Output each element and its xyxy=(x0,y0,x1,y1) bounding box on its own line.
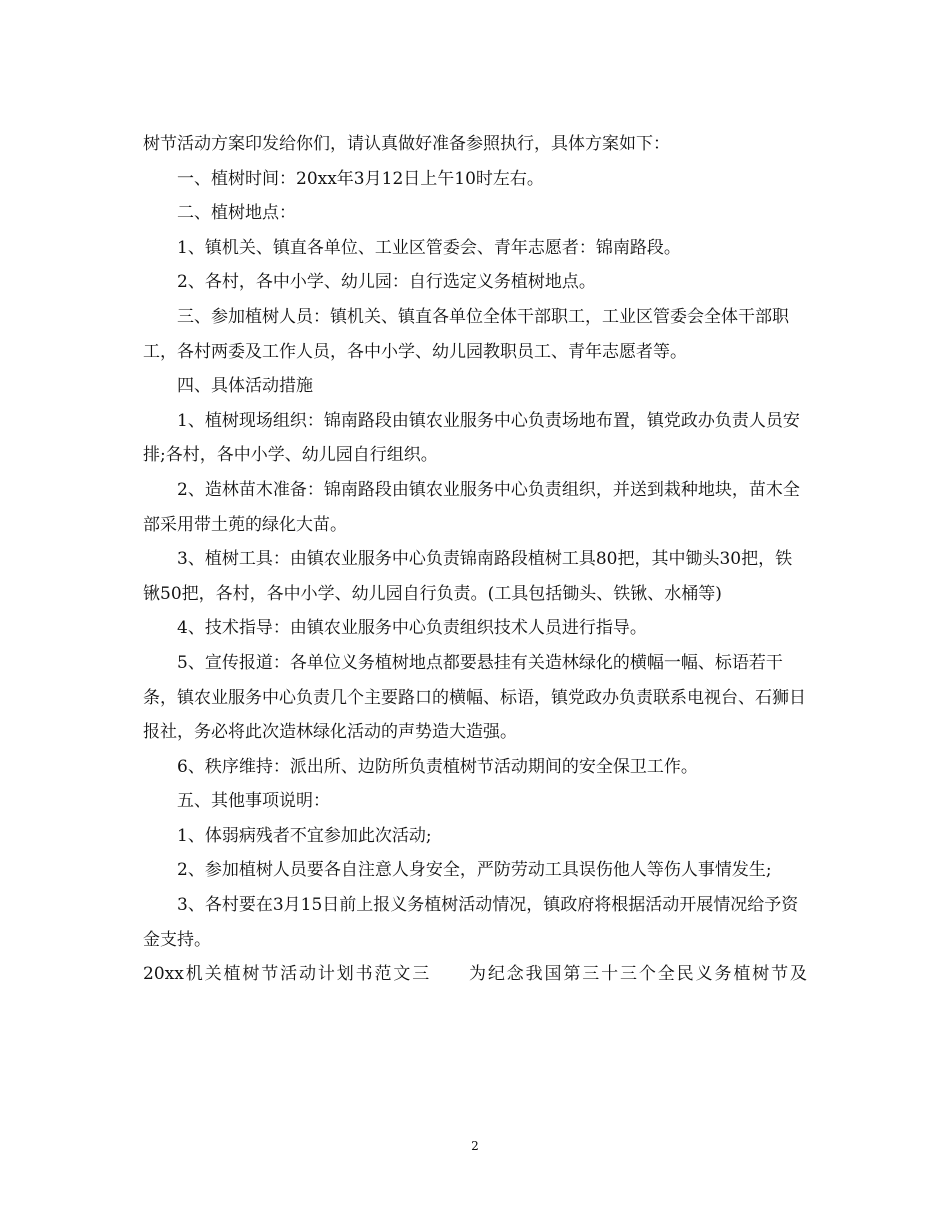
page-number: 2 xyxy=(471,1139,479,1153)
paragraph-measure-order: 6、秩序维持：派出所、边防所负责植树节活动期间的安全保卫工作。 xyxy=(177,756,698,777)
paragraph-planting-location-heading: 二、植树地点： xyxy=(177,203,296,224)
paragraph-next-section-title: 20xx机关植树节活动计划书范文三 为纪念我国第三十三个全民义务植树节及 xyxy=(143,964,807,985)
paragraph-measure-publicity: 5、宣传报道：各单位义务植树地点都要悬挂有关造林绿化的横幅一幅、标语若干条，镇农业服务中心负责几个主要路口的横幅、标语，镇党政办负责联系电视台、石狮日报社，务必将此次造林绿化活动的声势造大造强。 xyxy=(143,652,806,743)
paragraph-location-item-2: 2、各村，各中小学、幼儿园：自行选定义务植树地点。 xyxy=(177,272,596,293)
paragraph-other-item-1: 1、体弱病残者不宜参加此次活动; xyxy=(177,825,432,846)
document-body xyxy=(143,127,807,992)
paragraph-measure-technical-guidance: 4、技术指导：由镇农业服务中心负责组织技术人员进行指导。 xyxy=(177,618,647,639)
paragraph-measure-tools: 3、植树工具：由镇农业服务中心负责锦南路段植树工具80把，其中锄头30把，铁锹50把，各村，各中小学、幼儿园自行负责。(工具包括锄头、铁锹、水桶等) xyxy=(143,549,793,604)
paragraph-intro-continuation: 树节活动方案印发给你们，请认真做好准备参照执行，具体方案如下： xyxy=(143,134,670,154)
paragraph-participants: 三、参加植树人员：镇机关、镇直各单位全体干部职工，工业区管委会全体干部职工，各村两委及工作人员，各中小学、幼儿园教职员工、青年志愿者等。 xyxy=(143,306,789,362)
paragraph-other-item-2: 2、参加植树人员要各自注意人身安全，严防劳动工具误伤他人等伤人事情发生; xyxy=(177,860,772,881)
paragraph-measure-seedlings: 2、造林苗木准备：锦南路段由镇农业服务中心负责组织，并送到栽种地块，苗木全部采用带土蔸的绿化大苗。 xyxy=(143,479,800,535)
paragraph-location-item-1: 1、镇机关、镇直各单位、工业区管委会、青年志愿者：锦南路段。 xyxy=(177,237,681,258)
paragraph-planting-time: 一、植树时间：20xx年3月12日上午10时左右。 xyxy=(177,168,544,189)
paragraph-other-matters-heading: 五、其他事项说明： xyxy=(177,791,330,812)
paragraph-measures-heading: 四、具体活动措施 xyxy=(177,376,313,397)
paragraph-measure-site-organization: 1、植树现场组织：锦南路段由镇农业服务中心负责场地布置，镇党政办负责人员安排;各村，各中小学、幼儿园自行组织。 xyxy=(143,410,800,466)
paragraph-other-item-3: 3、各村要在3月15日前上报义务植树活动情况，镇政府将根据活动开展情况给予资金支持。 xyxy=(143,895,799,950)
